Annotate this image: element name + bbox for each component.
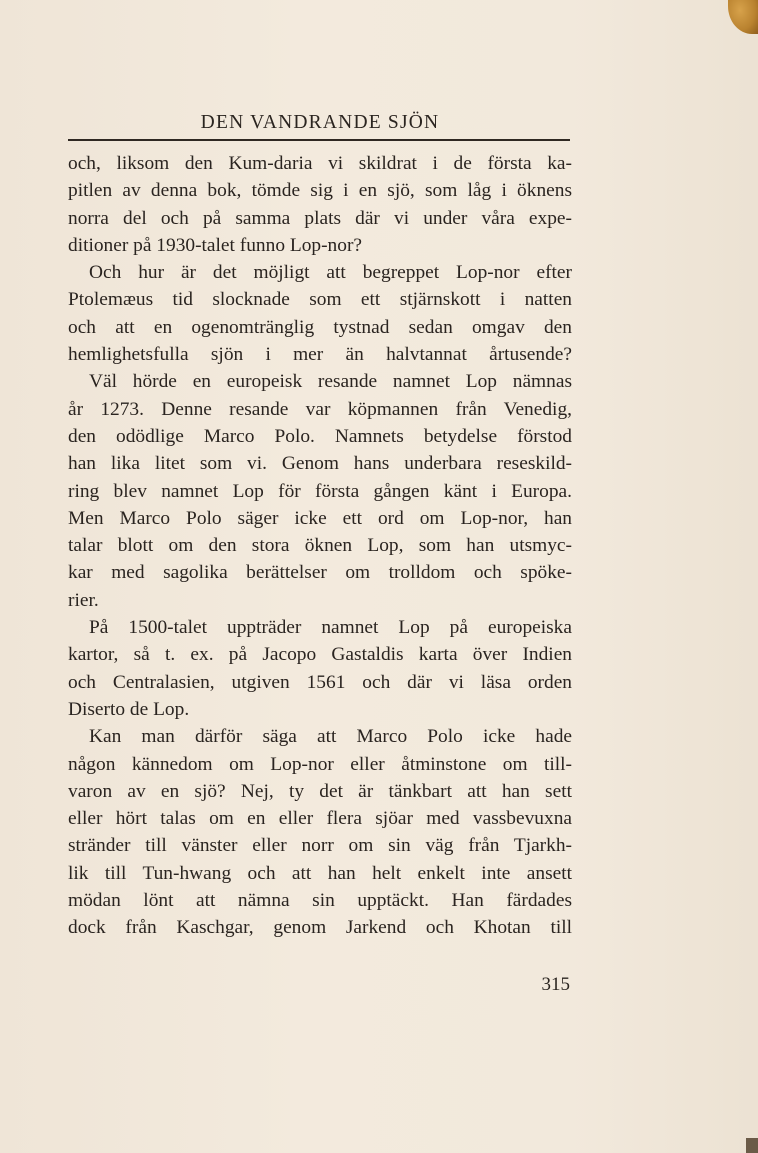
text-line: På 1500-talet uppträder namnet Lop på europeiska	[89, 617, 572, 639]
text-line: han lika litet som vi. Genom hans underbara reseskild-	[68, 453, 572, 475]
text-line: och Centralasien, utgiven 1561 och där vi läsa orden	[68, 671, 572, 693]
text-line: mödan lönt att nämna sin upptäckt. Han färdades	[68, 890, 572, 912]
text-line: eller hört talas om en eller flera sjöar med vassbevuxna	[68, 808, 572, 830]
page-corner-edge	[746, 1138, 758, 1153]
text-line: Och hur är det möjligt att begreppet Lop-nor efter	[89, 262, 572, 284]
text-line: Ptolemæus tid slocknade som ett stjärnskott i natten	[68, 289, 572, 311]
text-line: år 1273. Denne resande var köpmannen från Venedig,	[68, 398, 572, 420]
text-line: kartor, så t. ex. på Jacopo Gastaldis karta över Indien	[68, 644, 572, 666]
text-line: Men Marco Polo säger icke ett ord om Lop-nor, han	[68, 507, 572, 529]
page-number: 315	[541, 974, 570, 995]
text-line: talar blott om den stora öknen Lop, som han utsmyc-	[68, 535, 572, 557]
text-line: dock från Kaschgar, genom Jarkend och Khotan till	[68, 917, 572, 939]
text-line: ditioner på 1930-talet funno Lop-nor?	[68, 234, 363, 256]
text-line: lik till Tun-hwang och att han helt enkelt inte ansett	[68, 862, 572, 884]
text-line: ring blev namnet Lop för första gången känt i Europa.	[68, 480, 572, 502]
text-line: hemlighetsfulla sjön i mer än halvtannat årtusende?	[68, 344, 572, 366]
text-line: rier.	[68, 589, 99, 611]
text-line: den odödlige Marco Polo. Namnets betydelse förstod	[68, 425, 572, 447]
text-line: pitlen av denna bok, tömde sig i en sjö, som låg i öknens	[68, 180, 572, 202]
text-line: Diserto de Lop.	[68, 698, 190, 720]
text-line: stränder till vänster eller norr om sin väg från Tjarkh-	[68, 835, 572, 857]
text-line: Väl hörde en europeisk resande namnet Lop nämnas	[89, 371, 572, 393]
page-corner-tab	[728, 0, 758, 34]
body-text	[68, 150, 572, 942]
text-line: och, liksom den Kum-daria vi skildrat i de första ka-	[68, 153, 572, 174]
running-head: DEN VANDRANDE SJÖN	[200, 112, 440, 133]
text-line: varon av en sjö? Nej, ty det är tänkbart att han sett	[68, 780, 572, 802]
text-line: Kan man därför säga att Marco Polo icke hade	[89, 726, 572, 748]
text-line: kar med sagolika berättelser om trolldom och spöke-	[68, 562, 572, 584]
text-line: och att en ogenomtränglig tystnad sedan omgav den	[68, 316, 572, 338]
text-line: någon kännedom om Lop-nor eller åtminstone om till-	[68, 753, 572, 775]
header-rule	[68, 139, 570, 141]
text-line: norra del och på samma plats där vi under våra expe-	[68, 207, 572, 229]
